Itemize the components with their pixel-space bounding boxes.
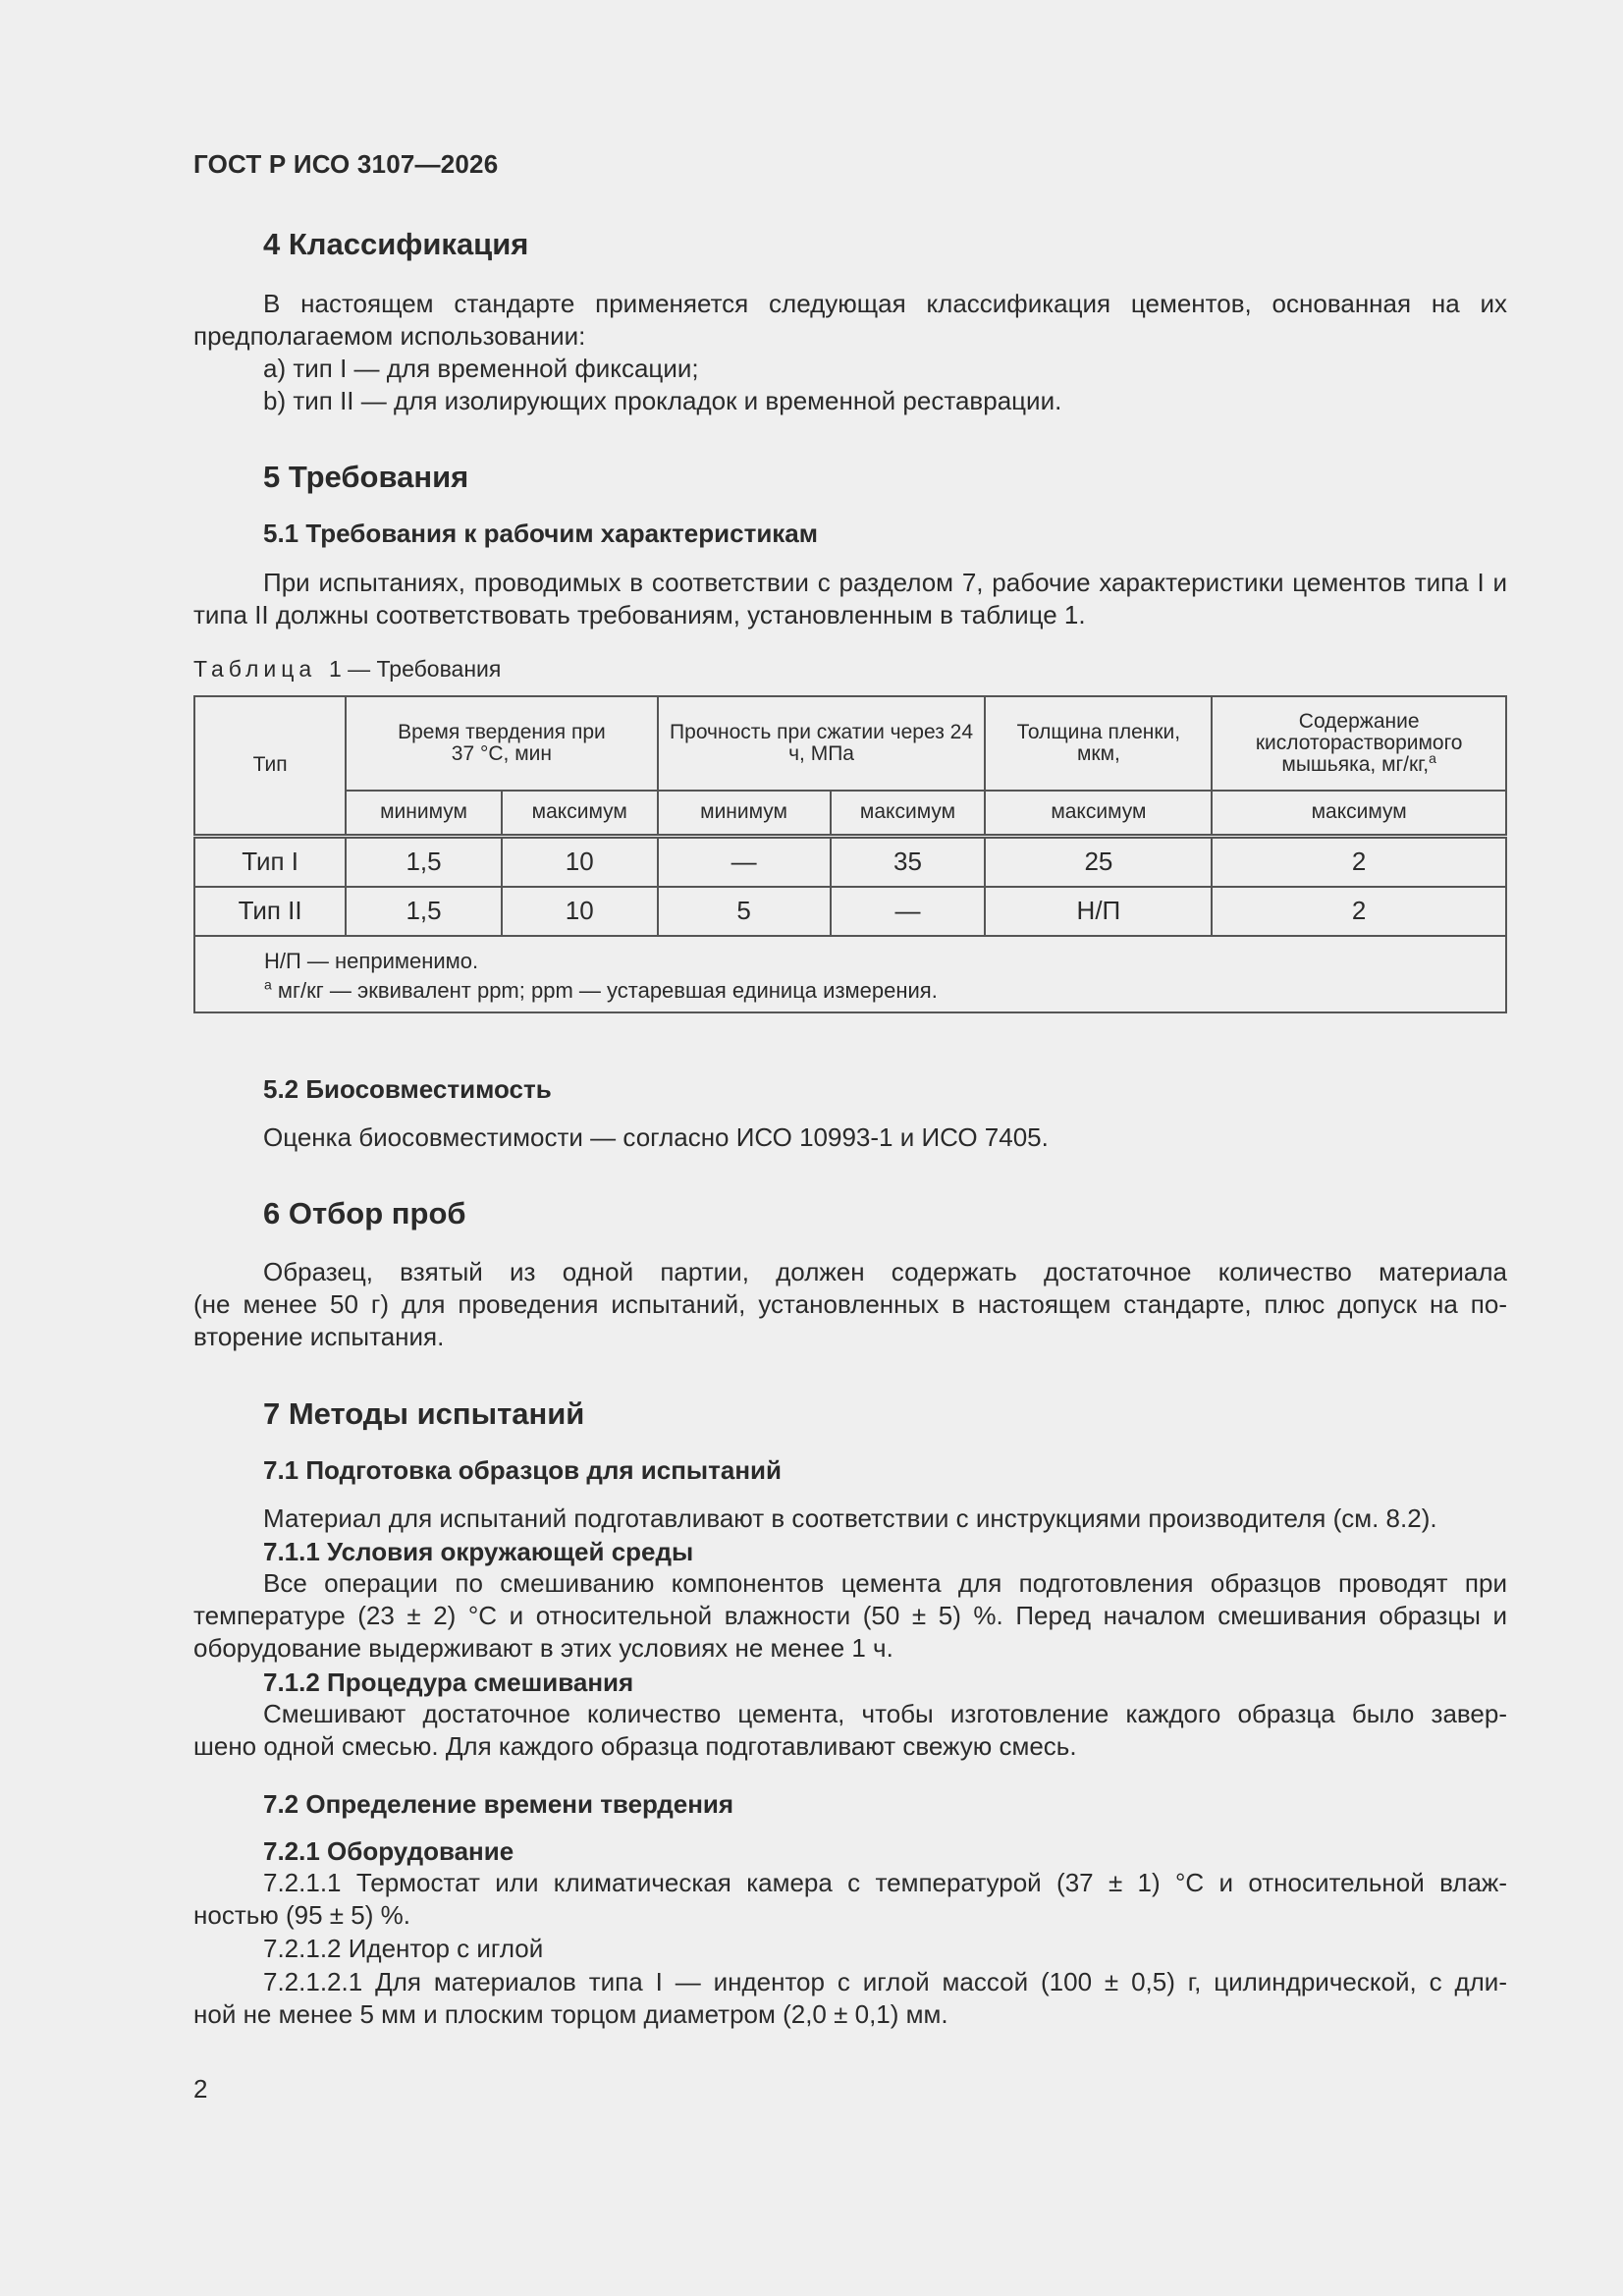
table-cell: 2 [1212,836,1506,887]
requirements-table [193,695,1507,1013]
section-7-1-1-text-line: Все операции по смешиванию компонентов цемента для подготовления образцов проводят при [263,1568,1507,1598]
subheader-max: максимум [1212,791,1506,836]
section-7-1-text: Материал для испытаний подготавливают в соответствии с инструкциями производителя (см. 8.2). [263,1503,1437,1533]
section-7-1-1-heading: 7.1.1 Условия окружающей среды [263,1537,694,1566]
subheader-min: минимум [658,791,831,836]
section-7-1-heading: 7.1 Подготовка образцов для испытаний [263,1455,782,1485]
section-7-1-2-text-line: Смешивают достаточное количество цемента, чтобы изготовление каждого образца было завер- [263,1699,1507,1728]
section-4-heading: 4 Классификация [263,227,529,261]
table-cell: Тип I [194,836,346,887]
section-7-2-1-heading: 7.2.1 Оборудование [263,1836,514,1866]
subheader-min: минимум [346,791,502,836]
table-cell: 10 [502,836,658,887]
section-7-1-2-text-line: шено одной смесью. Для каждого образца подготавливают свежую смесь. [193,1731,1077,1761]
document-header: ГОСТ Р ИСО 3107—2026 [193,149,499,179]
list-item-a: a) тип I — для временной фиксации; [263,354,699,383]
section-6-text-line: Образец, взятый из одной партии, должен содержать достаточное количество материала [263,1257,1507,1286]
section-5-1-heading: 5.1 Требования к рабочим характеристикам [263,519,819,548]
section-6-heading: 6 Отбор проб [263,1196,466,1230]
section-7-2-1-2-text: 7.2.1.2 Идентор с иглой [263,1934,544,1963]
subheader-max: максимум [502,791,658,836]
table-caption-label: Таблица [193,656,317,682]
section-7-2-1-1-text-line: 7.2.1.1 Термостат или климатическая камера с температурой (37 ± 1) °C и относительной влаж- [263,1868,1507,1897]
header-film-thickness: Толщина пленки, мкм, [985,696,1212,791]
section-5-1-text: При испытаниях, проводимых в соответствии с разделом 7, рабочие характеристики цементов типа I и типа II должны соответствовать требованиям, установленным в таблице 1. [193,568,1507,629]
header-setting-time: Время твердения при 37 °C, мин [346,696,657,791]
section-6-text-line: (не менее 50 г) для проведения испытаний, установленных в настоящем стандарте, плюс допуск на по- [193,1289,1507,1319]
table-cell: 1,5 [346,836,502,887]
section-7-2-1-2-1-text-line: 7.2.1.2.1 Для материалов типа I — индентор с иглой массой (100 ± 0,5) г, цилиндрической, с дли- [263,1967,1507,1996]
table-cell: 1,5 [346,887,502,936]
table-cell: 2 [1212,887,1506,936]
table-cell: 10 [502,887,658,936]
subheader-max: максимум [831,791,986,836]
section-7-2-1-1-text-line: ностью (95 ± 5) %. [193,1900,410,1930]
header-compressive-strength: Прочность при сжатии через 24 ч, МПа [658,696,986,791]
section-7-heading: 7 Методы испытаний [263,1396,585,1431]
header-type: Тип [194,696,346,836]
section-4-intro: В настоящем стандарте применяется следующая классификация цементов, основанная на их предполагаемом использовании: [193,289,1507,351]
note-footnote-a: $^a$ мг/кг — эквивалент ppm; ppm — устаревшая единица измерения. [264,976,938,1003]
section-6-text-line: вторение испытания. [193,1322,445,1351]
section-7-1-1-text-line: температуре (23 ± 2) °C и относительной влажности (50 ± 5) %. Перед началом смешивания образцы и [193,1601,1507,1630]
section-5-2-text: Оценка биосовместимости — согласно ИСО 10993-1 и ИСО 7405. [263,1122,1049,1152]
section-5-heading: 5 Требования [263,460,469,494]
table-cell: 25 [985,836,1212,887]
section-7-2-heading: 7.2 Определение времени твердения [263,1789,734,1819]
header-arsenic-content: Содержание кислоторастворимого мышьяка, мг/кг,$^a$ [1212,696,1506,791]
table-cell: — [658,836,831,887]
section-7-1-1-text-line: оборудование выдерживают в этих условиях не менее 1 ч. [193,1633,893,1663]
section-7-2-1-2-1-text-line: ной не менее 5 мм и плоским торцом диаметром (2,0 ± 0,1) мм. [193,1999,948,2029]
section-5-2-heading: 5.2 Биосовместимость [263,1074,552,1104]
table-caption [193,656,501,683]
table-cell: — [831,887,986,936]
section-7-1-2-heading: 7.1.2 Процедура смешивания [263,1667,634,1697]
table-cell: Н/П [985,887,1212,936]
table-caption-title: 1 — Требования [328,656,502,682]
note-not-applicable: Н/П — неприменимо. [264,948,479,973]
subheader-max: максимум [985,791,1212,836]
table-cell: 5 [658,887,831,936]
table-notes [194,936,1506,1012]
page-number: 2 [193,2074,208,2104]
footnote-mark-a: a [1429,750,1436,766]
table-row [194,887,1506,936]
table-cell: 35 [831,836,986,887]
table-row [194,836,1506,887]
table-cell: Тип II [194,887,346,936]
list-item-b: b) тип II — для изолирующих прокладок и временной реставрации. [263,386,1062,415]
